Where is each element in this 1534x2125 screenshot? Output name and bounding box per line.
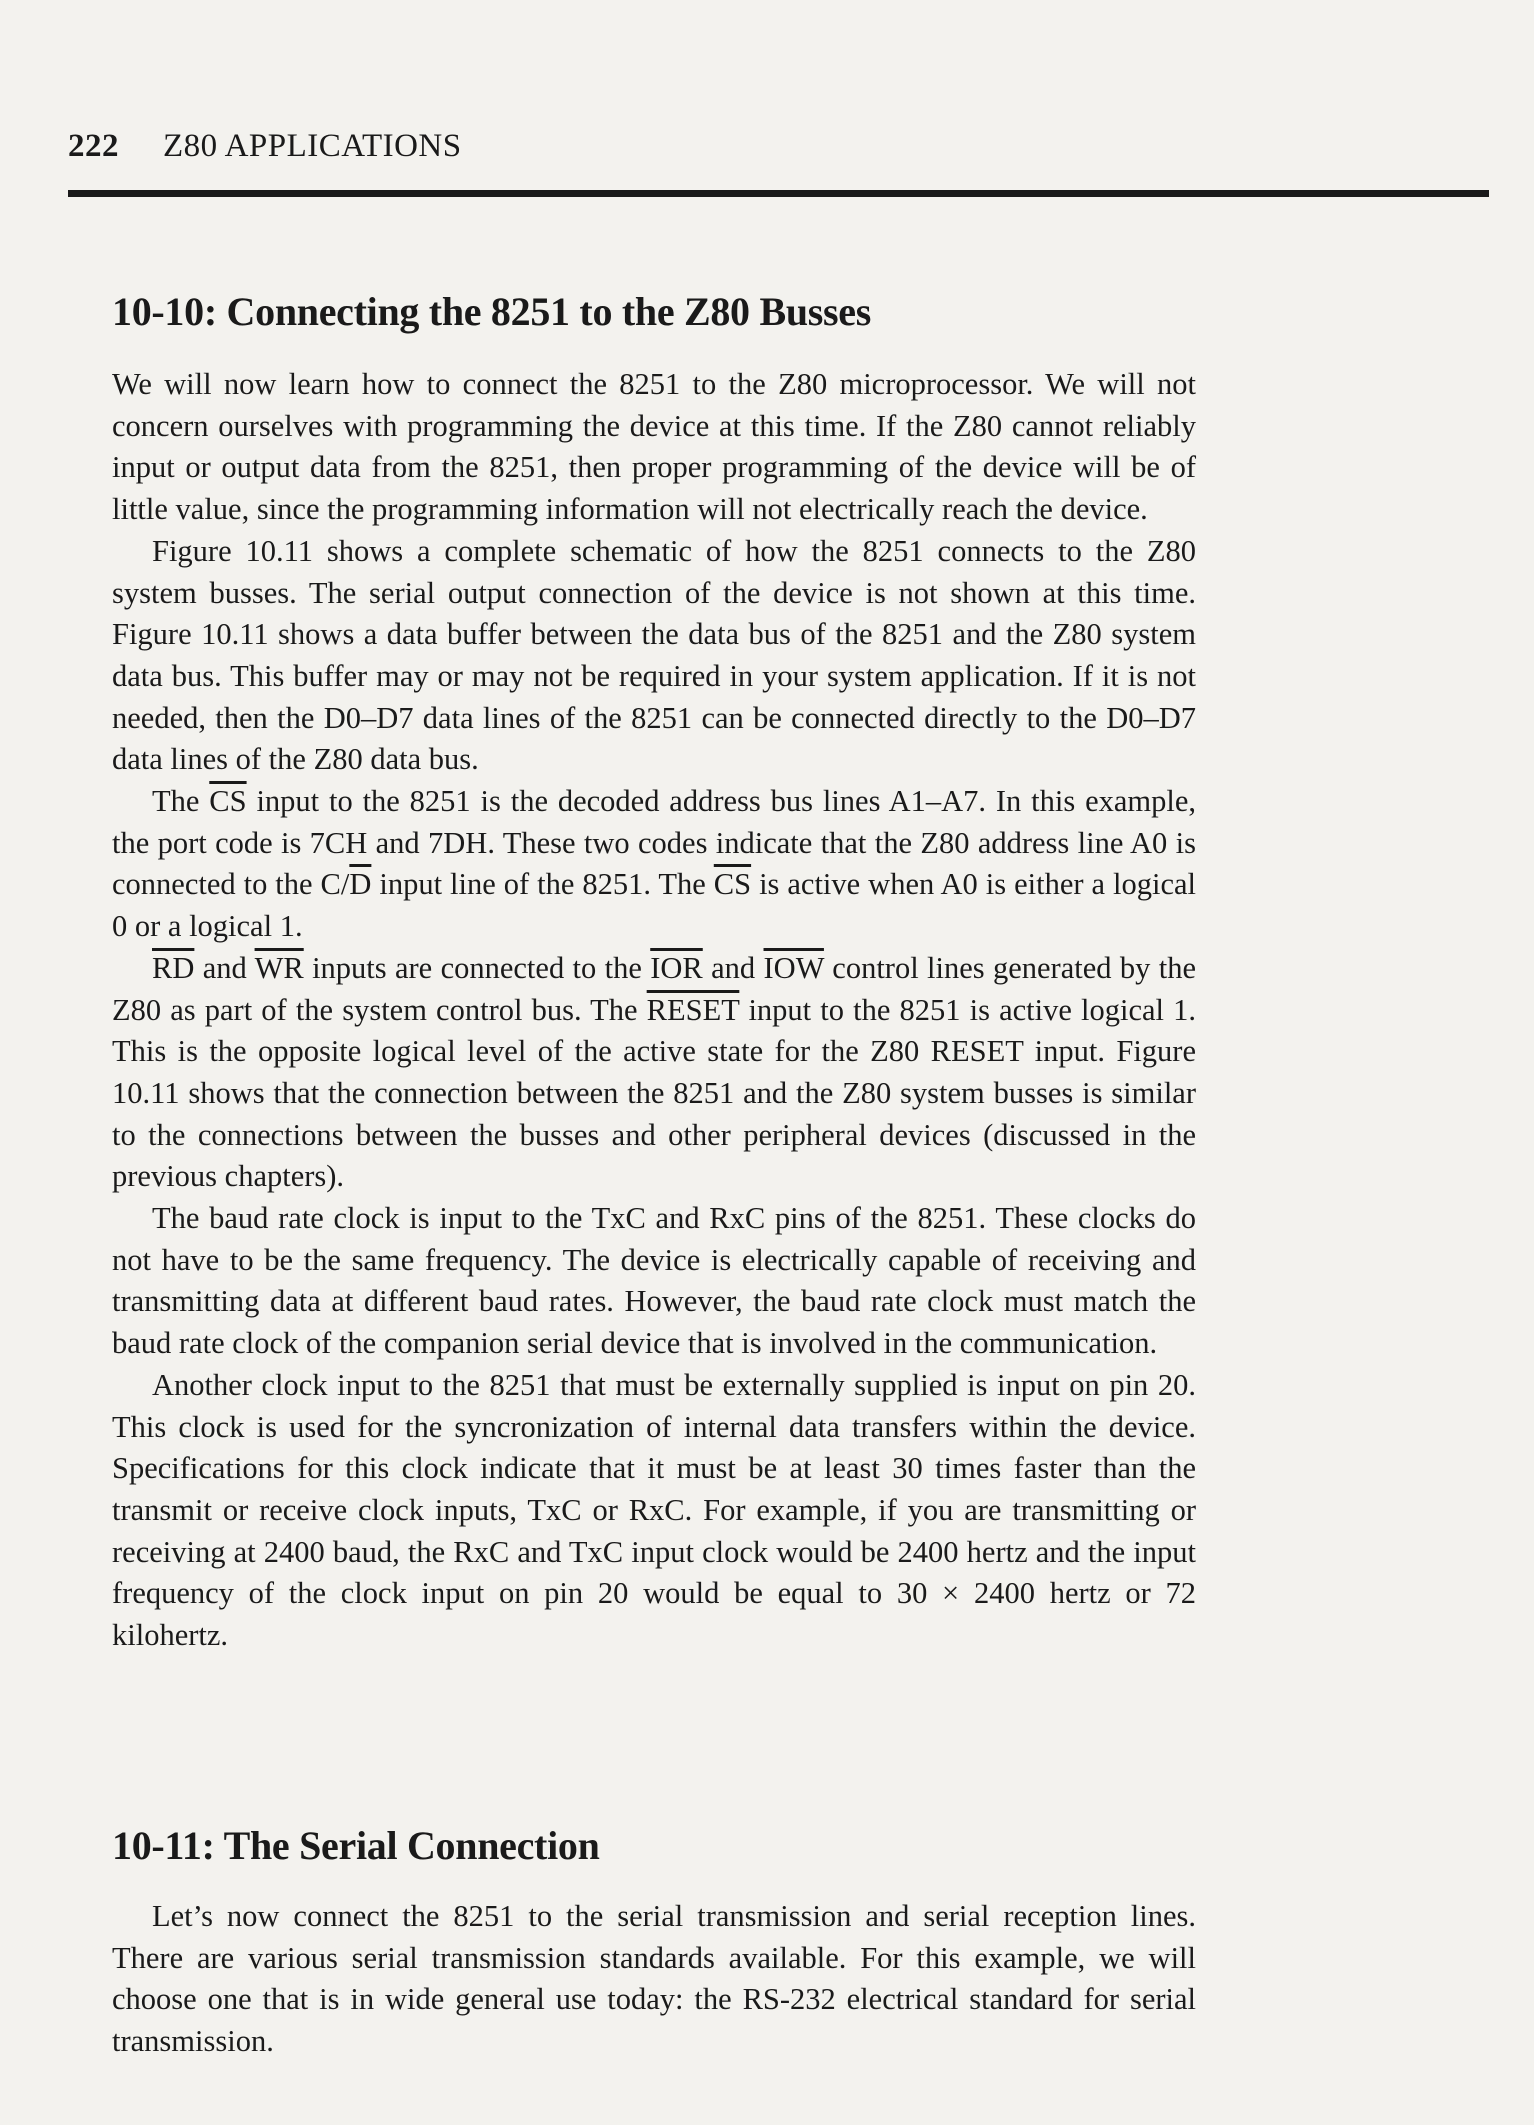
section-10-11-body [112,1896,1196,2063]
section-heading-10-10: 10-10: Connecting the 8251 to the Z80 Busses [112,289,872,334]
d-signal-overbar: $\overline{D}$ [349,867,372,902]
iow-signal-overbar: $\overline{IOW}$ [763,950,824,985]
text-run: inputs are connected to the [303,950,651,985]
text-run: input to the 8251 is the decoded address bus lines A1–A7. In this example, the port code is 7CH and 7DH. These two codes indicate that the Z80 address line A0 is connected to the C/ [112,784,1197,902]
paragraph: Another clock input to the 8251 that must be externally supplied is input on pin 20. This clock is used for the syncronization of internal data transfers within the device. Specifications for this clock indicate that it must be at least 30 times faster than the transmit or receive clock inputs, TxC or RxC. For example, if you are transmitting or receiving at 2400 baud, the RxC and TxC input clock would be 2400 hertz and the input frequency of the clock input on pin 20 would be equal to 30 × 2400 hertz or 72 kilohertz. [112,1367,1196,1653]
reset-signal-overbar: RESET [646,992,740,1027]
section-heading-10-11: 10-11: The Serial Connection [112,1823,600,1868]
text-run: input to the 8251 is active logical 1. This is the opposite logical level of the active state for the Z80 RESET input. Figure 10.11 shows that the connection between the 8251 and the Z80 system busses is similar to the connections between the busses and other peripheral devices (discussed in the previous chapters). [112,992,1196,1194]
wr-signal-overbar: $\overline{WR}$ [254,950,304,985]
page-number: 222 [68,128,119,164]
text-run: and [194,950,255,985]
text-run: control lines generated by the Z80 as part of the system control bus. The [112,950,1196,1027]
text-run: is active when A0 is either a logical 0 or a logical 1. [112,867,1196,944]
cs-signal-overbar: $\overline{CS}$ [713,867,752,902]
paragraph: The baud rate clock is input to the TxC and RxC pins of the 8251. These clocks do not have to be the same frequency. The device is electrically capable of receiving and transmitting data at different baud rates. However, the baud rate clock must match the baud rate clock of the companion serial device that is involved in the communication. [112,1201,1196,1361]
text-run: input line of the 8251. The [371,867,714,902]
header-rule [68,190,1489,197]
rd-signal-overbar: $\overline{RD}$ [152,950,195,985]
paragraph [112,948,1196,1198]
ior-signal-overbar: $\overline{IOR}$ [650,950,703,985]
text-run: The [152,784,210,819]
paragraph: Figure 10.11 shows a complete schematic of how the 8251 connects to the Z80 system busses. The serial output connection of the device is not shown at this time. Figure 10.11 shows a data buffer between the data bus of the 8251 and the Z80 system data bus. This buffer may or may not be required in your system application. If it is not needed, then the D0–D7 data lines of the 8251 can be connected directly to the D0–D7 data lines of the Z80 data bus. [112,533,1196,777]
section-10-10-body [112,364,1196,1657]
text-run: and [702,950,764,985]
cs-signal-overbar: $\overline{CS}$ [209,784,247,819]
paragraph: We will now learn how to connect the 8251 to the Z80 microprocessor. We will not concern ourselves with programming the device at this time. If the Z80 cannot reliably input or output data from the 8251, then proper programming of the device will be of little value, since the programming information will not electrically reach the device. [112,367,1196,527]
paragraph: Let’s now connect the 8251 to the serial transmission and serial reception lines. There are various serial transmission standards available. For this example, we will choose one that is in wide general use today: the RS-232 electrical standard for serial transmission. [112,1899,1196,2059]
running-head [68,128,462,165]
paragraph [112,781,1196,948]
running-title: Z80 APPLICATIONS [163,128,462,164]
